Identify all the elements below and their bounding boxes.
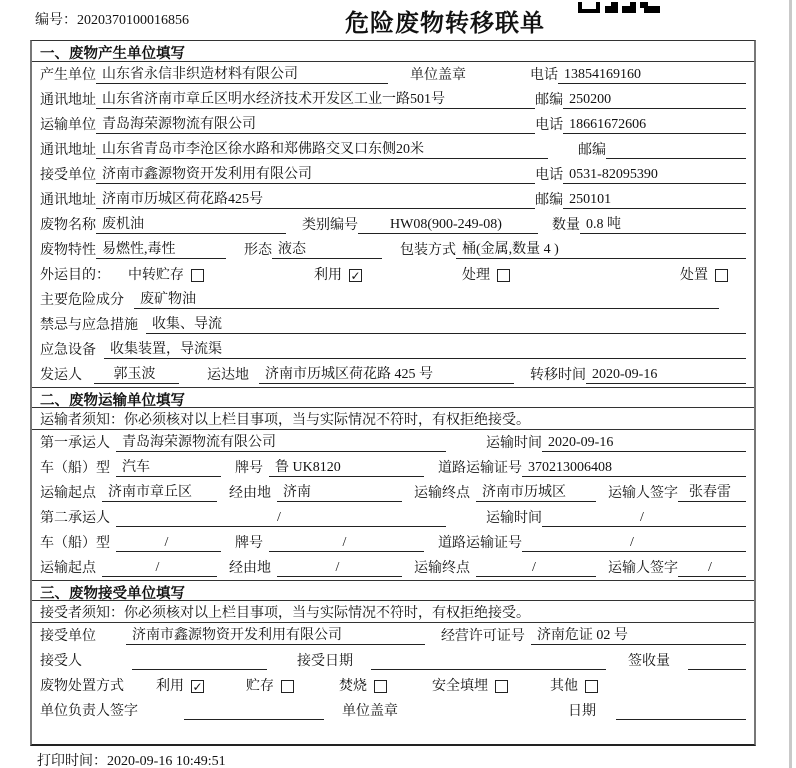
receiver-phone-value: 0531-82095390 [563, 166, 746, 184]
emergency-equipment-label: 应急设备 [40, 343, 96, 358]
producer-unit-value: 山东省永信非织造材料有限公司 [96, 66, 388, 84]
route2-row [32, 555, 754, 580]
producer-phone-value: 13854169160 [558, 66, 746, 84]
disposal-option-use [156, 678, 204, 695]
receiver-address-row [32, 187, 754, 212]
receiver-address-value: 济南市历城区荷花路425号 [96, 191, 535, 209]
receiver-notice: 接受者须知：你必须核对以上栏目事项，当与实际情况不符时，有权拒绝接受。 [32, 601, 754, 623]
disposal-incinerate-label: 焚烧 [339, 679, 367, 694]
origin2-value: / [102, 559, 217, 577]
transporter-address-row [32, 137, 754, 162]
via1-label: 经由地 [229, 486, 271, 501]
section3-header: 三、废物接受单位填写 [32, 580, 754, 601]
receiver-zip-value: 250101 [563, 191, 746, 209]
transporter-phone-label: 电话 [535, 118, 564, 133]
origin2-label: 运输起点 [40, 561, 96, 576]
taboo-measures-row [32, 312, 754, 337]
transport-time2-value: / [542, 509, 746, 527]
carrier1-row [32, 430, 754, 455]
category-code-value: HW08(900-249-08) [358, 216, 538, 234]
transporter-zip-value [606, 142, 746, 159]
plate2-label: 牌号 [235, 536, 263, 551]
purpose-option-use [314, 267, 362, 284]
carrier2-label: 第二承运人 [40, 511, 110, 526]
producer-unit-label: 产生单位 [40, 68, 96, 83]
disposal-other-label: 其他 [550, 679, 578, 694]
disposal-method-row [32, 673, 754, 698]
disposal-option-incinerate [339, 678, 387, 695]
receive-date-label: 接受日期 [297, 654, 353, 669]
head-sign-label: 单位负责人签字 [40, 704, 138, 719]
doc-number-value: 2020370100016856 [77, 13, 189, 28]
producer-address-label: 通讯地址 [40, 93, 96, 108]
receiver-unit-row [32, 162, 754, 187]
vehicle2-row [32, 530, 754, 555]
purpose-treat-checkbox [497, 269, 510, 282]
print-time-label: 打印时间： [37, 754, 107, 768]
purpose-option-dispose [680, 267, 728, 284]
hazard-component-label: 主要危险成分 [40, 293, 124, 308]
date-value [616, 703, 746, 720]
receiver-zip-label: 邮编 [535, 193, 564, 208]
transfer-time-label: 转移时间 [530, 368, 586, 383]
purpose-option-treat-label: 处理 [462, 268, 490, 283]
dest2-label: 运输终点 [414, 561, 470, 576]
unit-seal-label: 单位盖章 [410, 68, 466, 83]
document-header [0, 0, 796, 40]
transporter-phone-value: 18661672606 [563, 116, 746, 134]
doc-number-label: 编号： [35, 13, 77, 28]
disposal-option-landfill [432, 678, 508, 695]
emergency-equipment-row [32, 337, 754, 362]
dest1-label: 运输终点 [414, 486, 470, 501]
receive-date-value [371, 653, 606, 670]
carrier-sign2-value: / [678, 559, 746, 577]
plate1-value: 鲁 UK8120 [269, 459, 424, 477]
waste-character-value: 易燃性,毒性 [96, 241, 226, 259]
packing-value: 桶(金属,数量 4 ) [456, 241, 746, 259]
packing-label: 包装方式 [400, 243, 456, 258]
transporter-address-label: 通讯地址 [40, 143, 96, 158]
road-permit2-label: 道路运输证号 [438, 536, 522, 551]
head-sign-value [184, 703, 324, 720]
transport-time1-label: 运输时间 [486, 436, 542, 451]
disposal-landfill-label: 安全填埋 [432, 679, 488, 694]
recipient-label: 接受人 [40, 654, 82, 669]
receiver-unit-label: 接受单位 [40, 168, 96, 183]
shipper-row [32, 362, 754, 387]
transfer-time-value: 2020-09-16 [586, 366, 746, 384]
transfer-purpose-label: 外运目的： [40, 268, 110, 283]
shipper-label: 发运人 [40, 368, 82, 383]
transporter-zip-label: 邮编 [578, 143, 606, 158]
origin1-label: 运输起点 [40, 486, 96, 501]
manifest-form [30, 40, 756, 746]
carrier-sign2-label: 运输人签字 [608, 561, 678, 576]
vehicle1-type-value: 汽车 [116, 459, 221, 477]
transfer-purpose-row [32, 262, 754, 287]
purpose-option-storage-label: 中转贮存 [128, 268, 184, 283]
receiver-phone-label: 电话 [535, 168, 564, 183]
carrier2-value: / [116, 509, 446, 527]
unit-seal2-label: 单位盖章 [342, 704, 398, 719]
waste-form-label: 形态 [244, 243, 272, 258]
emergency-equipment-value: 收集装置，导流渠 [104, 341, 746, 359]
waste-character-row [32, 237, 754, 262]
disposal-landfill-checkbox [495, 680, 508, 693]
road-permit1-label: 道路运输证号 [438, 461, 522, 476]
sign-qty-label: 签收量 [628, 654, 670, 669]
taboo-measures-label: 禁忌与应急措施 [40, 318, 138, 333]
dest1-value: 济南市历城区 [476, 484, 596, 502]
producer-zip-label: 邮编 [535, 93, 564, 108]
section1-header: 一、废物产生单位填写 [32, 41, 754, 62]
head-sign-row [32, 698, 754, 723]
date-label: 日期 [568, 704, 596, 719]
purpose-option-use-label: 利用 [314, 268, 342, 283]
quantity-label: 数量 [552, 218, 580, 233]
carrier2-row [32, 505, 754, 530]
transporter-unit-row [32, 112, 754, 137]
producer-unit-row [32, 62, 754, 87]
road-permit1-value: 370213006408 [522, 459, 746, 477]
purpose-option-storage [128, 267, 204, 284]
taboo-measures-value: 收集、导流 [146, 316, 746, 334]
purpose-storage-checkbox [191, 269, 204, 282]
page-title: 危险废物转移联单 [345, 11, 545, 37]
transport-time1-value: 2020-09-16 [542, 434, 746, 452]
route1-row [32, 480, 754, 505]
purpose-option-treat [462, 267, 510, 284]
purpose-use-checkbox: ✓ [350, 269, 361, 283]
disposal-store-checkbox [281, 680, 294, 693]
destination-label: 运达地 [207, 368, 249, 383]
waste-name-row [32, 212, 754, 237]
disposal-store-label: 贮存 [246, 679, 274, 694]
transporter-notice: 运输者须知：你必须核对以上栏目事项，当与实际情况不符时，有权拒绝接受。 [32, 408, 754, 430]
receiver-unit-value: 济南市鑫源物资开发利用有限公司 [96, 166, 535, 184]
destination-value: 济南市历城区荷花路 425 号 [259, 366, 514, 384]
disposal-option-store [246, 678, 294, 695]
vehicle2-type-value: / [116, 534, 221, 552]
vehicle1-row [32, 455, 754, 480]
accept-unit-value: 济南市鑫源物资开发利用有限公司 [126, 627, 425, 645]
producer-phone-label: 电话 [530, 68, 558, 83]
purpose-dispose-checkbox [715, 269, 728, 282]
road-permit2-value: / [522, 534, 746, 552]
disposal-use-checkbox: ✓ [192, 680, 203, 694]
transporter-address-value: 山东省青岛市李沧区徐水路和郑佛路交叉口东侧20米 [96, 141, 548, 159]
waste-name-value: 废机油 [96, 216, 286, 234]
via2-value: / [277, 559, 402, 577]
via2-label: 经由地 [229, 561, 271, 576]
plate2-value: / [269, 534, 424, 552]
hazard-component-value: 废矿物油 [134, 291, 719, 309]
qr-code-fragment-icon [578, 0, 660, 18]
section2-header: 二、废物运输单位填写 [32, 387, 754, 408]
vehicle2-type-label: 车（船）型 [40, 536, 110, 551]
via1-value: 济南 [277, 484, 402, 502]
disposal-method-label: 废物处置方式 [40, 679, 124, 694]
recipient-value [132, 653, 267, 670]
waste-name-label: 废物名称 [40, 218, 96, 233]
hazard-component-row [32, 287, 754, 312]
carrier-sign1-label: 运输人签字 [608, 486, 678, 501]
producer-address-row [32, 87, 754, 112]
shipper-value: 郭玉波 [94, 366, 179, 384]
category-code-label: 类别编号 [302, 218, 358, 233]
accept-unit-label: 接受单位 [40, 629, 96, 644]
producer-zip-value: 250200 [563, 91, 746, 109]
print-time-value: 2020-09-16 10:49:51 [107, 754, 226, 768]
accept-unit-row [32, 623, 754, 648]
producer-address-value: 山东省济南市章丘区明水经济技术开发区工业一路501号 [96, 91, 535, 109]
purpose-option-dispose-label: 处置 [680, 268, 708, 283]
origin1-value: 济南市章丘区 [102, 484, 217, 502]
print-time [37, 750, 226, 768]
vehicle1-type-label: 车（船）型 [40, 461, 110, 476]
transporter-unit-label: 运输单位 [40, 118, 96, 133]
disposal-use-label: 利用 [156, 679, 184, 694]
waste-character-label: 废物特性 [40, 243, 96, 258]
dest2-value: / [476, 559, 596, 577]
receiver-address-label: 通讯地址 [40, 193, 96, 208]
sign-qty-value [688, 653, 746, 670]
carrier1-value: 青岛海荣源物流有限公司 [116, 434, 446, 452]
carrier1-label: 第一承运人 [40, 436, 110, 451]
quantity-value: 0.8 吨 [580, 216, 746, 234]
page-edge-line [789, 0, 792, 768]
transport-time2-label: 运输时间 [486, 511, 542, 526]
license-label: 经营许可证号 [440, 629, 525, 644]
waste-form-value: 液态 [272, 241, 382, 259]
plate1-label: 牌号 [235, 461, 263, 476]
license-value: 济南危证 02 号 [531, 627, 746, 645]
transporter-unit-value: 青岛海荣源物流有限公司 [96, 116, 535, 134]
disposal-incinerate-checkbox [374, 680, 387, 693]
disposal-option-other [550, 678, 598, 695]
recipient-row [32, 648, 754, 673]
disposal-other-checkbox [585, 680, 598, 693]
carrier-sign1-value: 张春雷 [678, 484, 746, 502]
